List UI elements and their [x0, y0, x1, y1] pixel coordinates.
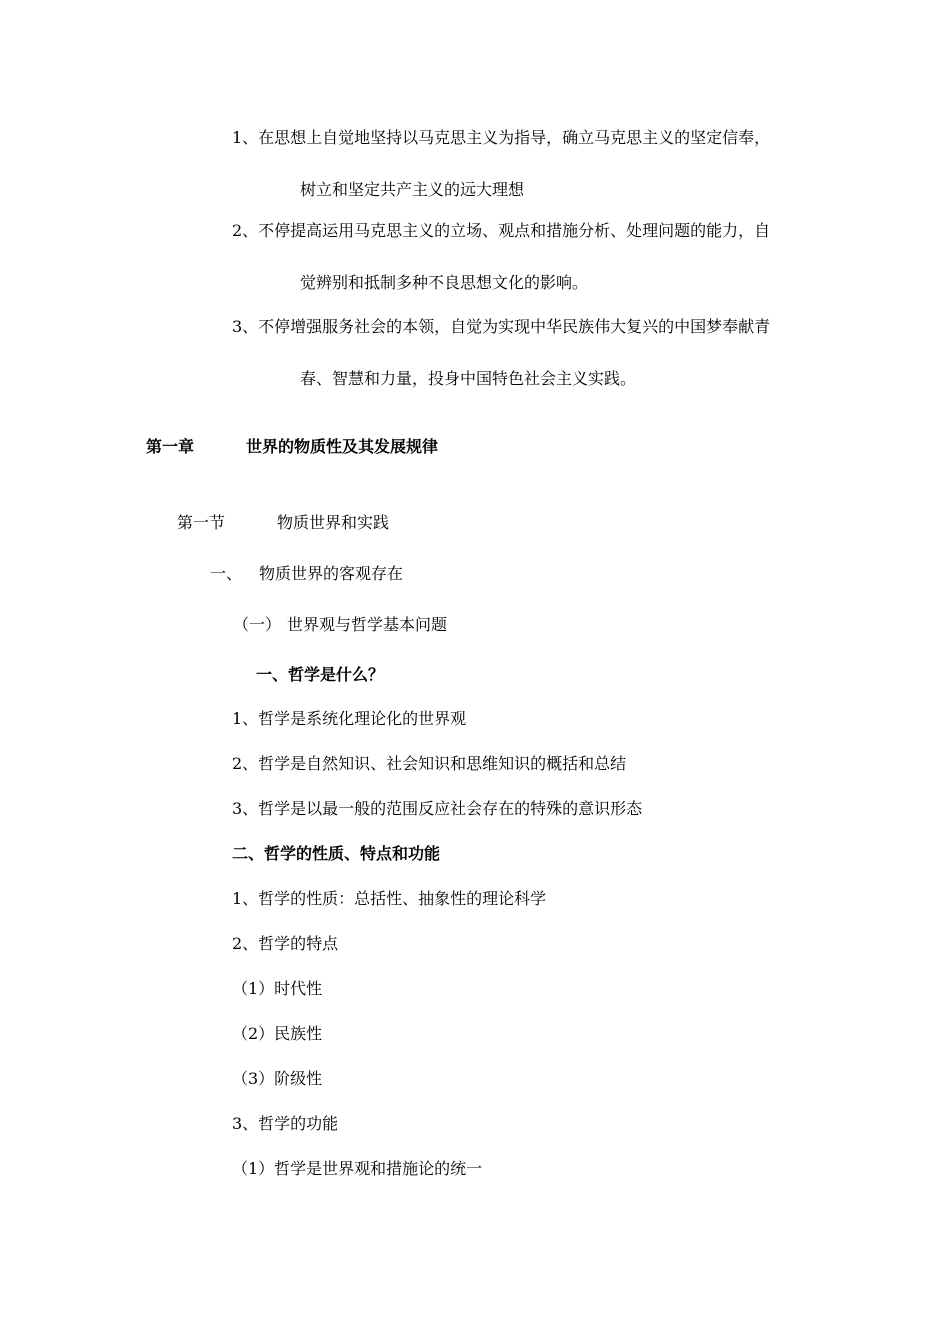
list-item: （1）时代性 [232, 979, 323, 998]
list-item: 1、哲学是系统化理论化的世界观 [232, 709, 467, 728]
list-item: （2）民族性 [232, 1024, 323, 1043]
intro-item-2-line-1: 2、不停提高运用马克思主义的立场、观点和措施分析、处理问题的能力，自 [232, 221, 771, 240]
heading-nature-features-functions: 二、哲学的性质、特点和功能 [232, 844, 441, 863]
subpart-label: （一） [233, 615, 282, 634]
chapter-title: 世界的物质性及其发展规律 [246, 437, 439, 456]
list-item: 3、哲学的功能 [232, 1114, 339, 1133]
list-item: （1）哲学是世界观和措施论的统一 [232, 1159, 483, 1178]
section-label: 第一节 [177, 513, 226, 532]
chapter-label: 第一章 [146, 437, 195, 456]
chapter-heading [146, 437, 438, 457]
list-item: （3）阶级性 [232, 1069, 323, 1088]
list-item: 2、哲学的特点 [232, 934, 339, 953]
part-title: 物质世界的客观存在 [259, 564, 404, 583]
heading-what-is-philosophy: 一、哲学是什么？ [256, 665, 385, 684]
list-item: 1、哲学的性质：总括性、抽象性的理论科学 [232, 889, 547, 908]
section-heading [177, 513, 389, 533]
subpart-title: 世界观与哲学基本问题 [287, 615, 448, 634]
list-item: 3、哲学是以最一般的范围反应社会存在的特殊的意识形态 [232, 799, 643, 818]
part-heading [210, 564, 403, 584]
subpart-heading [233, 615, 447, 635]
intro-item-1-line-2: 树立和坚定共产主义的远大理想 [300, 180, 525, 199]
intro-item-3-line-2: 春、智慧和力量，投身中国特色社会主义实践。 [300, 369, 637, 388]
intro-item-3-line-1: 3、不停增强服务社会的本领，自觉为实现中华民族伟大复兴的中国梦奉献青 [232, 317, 771, 336]
part-label: 一、 [210, 564, 243, 583]
list-item: 2、哲学是自然知识、社会知识和思维知识的概括和总结 [232, 754, 627, 773]
section-title: 物质世界和实践 [277, 513, 390, 532]
intro-item-1-line-1: 1、在思想上自觉地坚持以马克思主义为指导，确立马克思主义的坚定信奉， [232, 128, 771, 147]
intro-item-2-line-2: 觉辨别和抵制多种不良思想文化的影响。 [300, 273, 589, 292]
